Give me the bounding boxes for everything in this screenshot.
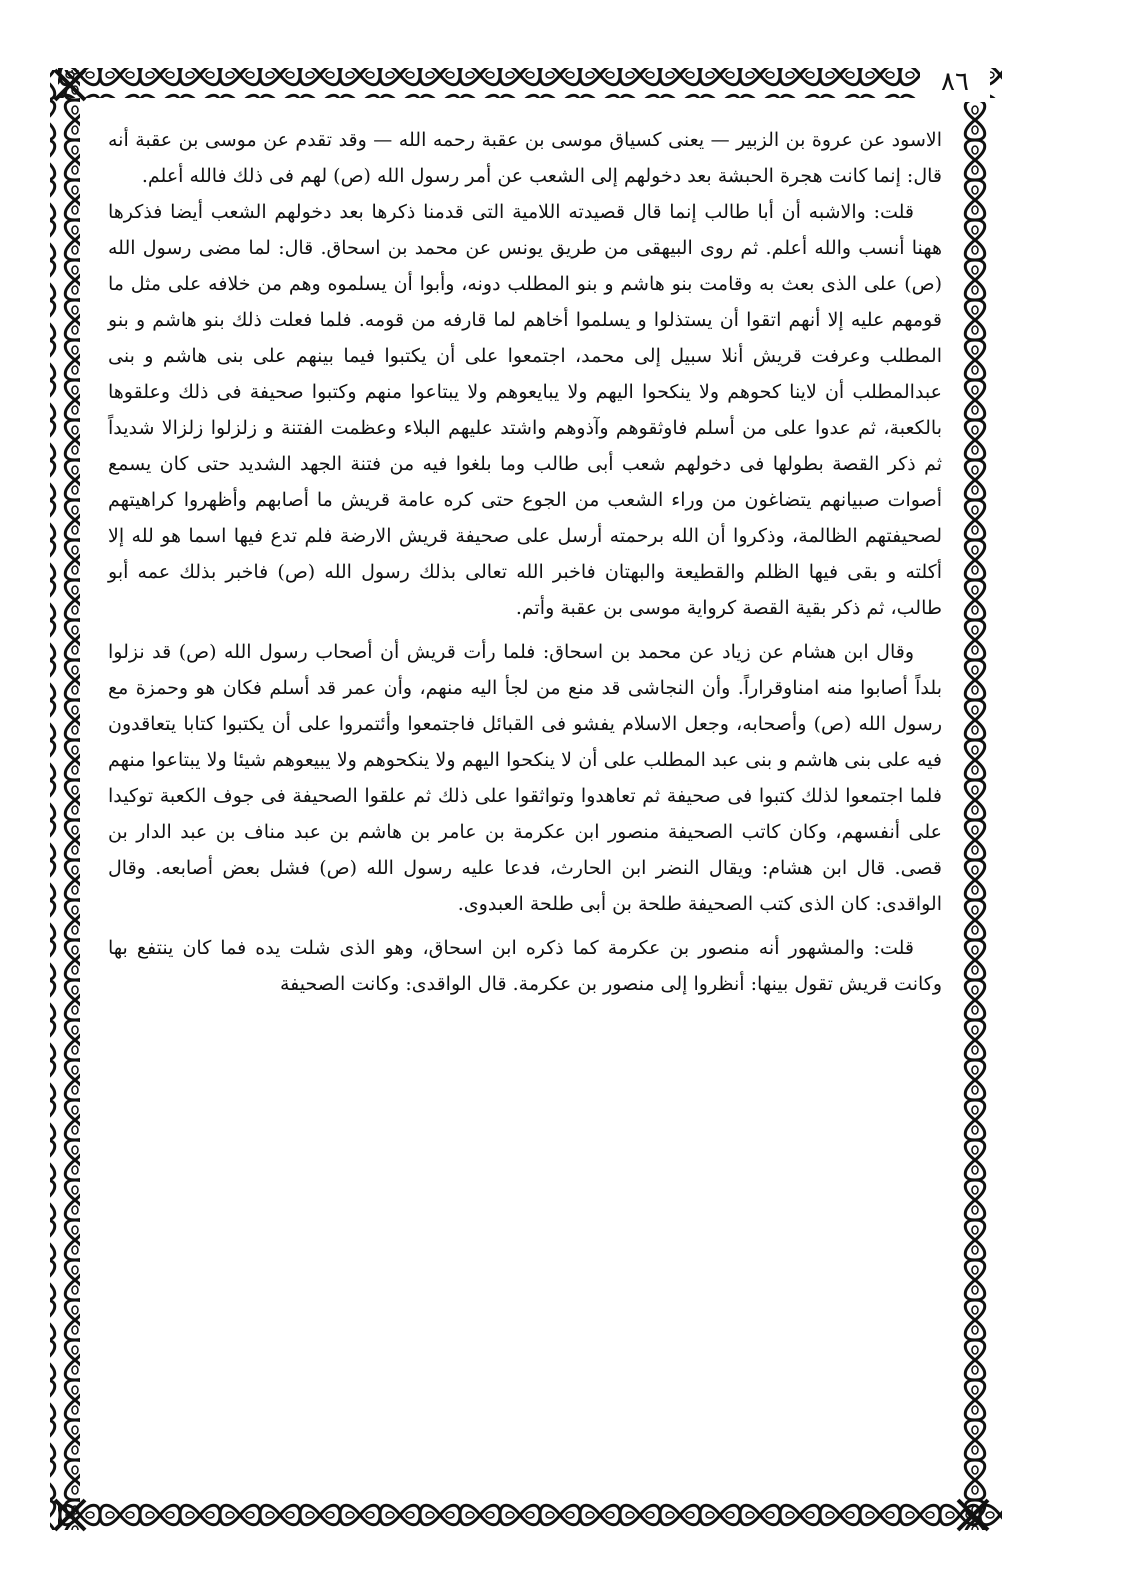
page-number: ٨٦ [920, 62, 990, 102]
paragraph-2: قلت: والاشبه أن أبا طالب إنما قال قصيدته اللامية التى قدمنا ذكرها بعد دخولهم الشعب أيضا فذكرها ههنا أنسب والله أعلم. ثم روى البيهقى من طريق يونس عن محمد بن اسحاق. قال: لما مضى رسول الله (ص) على الذى بعث به وقامت بنو هاشم و بنو المطلب دونه، وأبوا أن يسلموه وهم من خلافه على مثل ما قومهم عليه إلا أنهم اتقوا أن يستذلوا و يسلموا أخاهم لما قارفه من قومه. فلما فعلت ذلك بنو هاشم و بنو المطلب وعرفت قريش أنلا سبيل إلى محمد، اجتمعوا على أن يكتبوا فيما بينهم على بنى هاشم و بنى عبدالمطلب أن لاينا كحوهم ولا ينكحوا اليهم ولا يبايعوهم ولا يبتاعوا منهم وكتبوا صحيفة فى ذلك وعلقوها بالكعبة، ثم عدوا على من أسلم فاوثقوهم وآذوهم واشتد عليهم البلاء وعظمت الفتنة و زلزلوا زلزالا شديداً ثم ذكر القصة بطولها فى دخولهم شعب أبى طالب وما بلغوا فيه من فتنة الجهد الشديد حتى كان يسمع أصوات صبيانهم يتضاغون من وراء الشعب من الجوع حتى كره عامة قريش ما أصابهم وأظهروا كراهيتهم لصحيفتهم الظالمة، وذكروا أن الله برحمته أرسل على صحيفة قريش الارضة فلم تدع فيها اسما هو لله إلا أكلته و بقى فيها الظلم والقطيعة والبهتان فاخبر الله تعالى بذلك رسول الله (ص) فاخبر بذلك عمه أبو طالب، ثم ذكر بقية القصة كرواية موسى بن عقبة وأتم. [108, 201, 942, 619]
body-text [108, 122, 942, 1502]
paragraph-3: وقال ابن هشام عن زياد عن محمد بن اسحاق: فلما رأت قريش أن أصحاب رسول الله (ص) قد نزلوا بلداً أصابوا منه امناوقراراً. وأن النجاشى قد منع من لجأ اليه منهم، وأن عمر قد أسلم فكان هو وحمزة مع رسول الله (ص) وأصحابه، وجعل الاسلام يفشو فى القبائل فاجتمعوا وأئتمروا على أن يكتبوا كتابا يتعاقدون فيه على بنى هاشم و بنى عبد المطلب على أن لا ينكحوا اليهم ولا ينكحوهم ولا يبيعوهم شيئا ولا يبتاعوا منهم فلما اجتمعوا لذلك كتبوا فى صحيفة ثم تعاهدوا وتواثقوا على ذلك ثم علقوا الصحيفة فى جوف الكعبة توكيدا على أنفسهم، وكان كاتب الصحيفة منصور ابن عكرمة بن عامر بن هاشم بن عبد مناف بن عبد الدار بن قصى. قال ابن هشام: ويقال النضر ابن الحارث، فدعا عليه رسول الله (ص) فشل بعض أصابعه. وقال الواقدى: كان الذى كتب الصحيفة طلحة بن أبى طلحة العبدوى. [108, 641, 942, 915]
paragraph-4: قلت: والمشهور أنه منصور بن عكرمة كما ذكره ابن اسحاق، وهو الذى شلت يده فما كان ينتفع بها وكانت قريش تقول بينها: أنظروا إلى منصور بن عكرمة. قال الواقدى: وكانت الصحيفة [108, 937, 942, 995]
paragraph-1: الاسود عن عروة بن الزبير — يعنى كسياق موسى بن عقبة رحمه الله — وقد تقدم عن موسى بن عقبة أنه قال: إنما كانت هجرة الحبشة بعد دخولهم إلى الشعب عن أمر رسول الله (ص) لهم فى ذلك فالله أعلم. [108, 129, 942, 187]
